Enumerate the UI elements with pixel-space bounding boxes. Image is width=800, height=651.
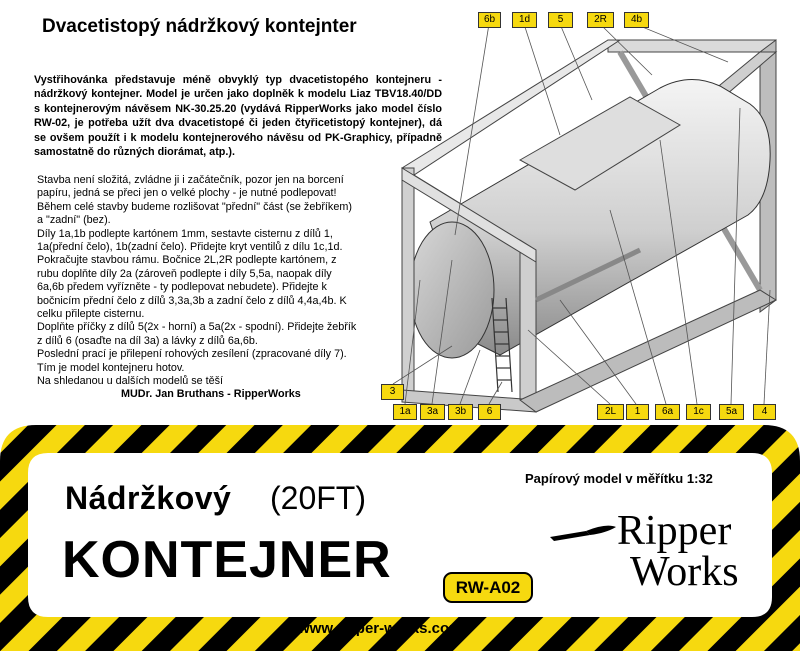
model-code-badge: RW-A02 bbox=[443, 572, 533, 603]
instruction-line: z dílů 6 (osaďte na díl 3a) a lávky z dílů 6a,6b. bbox=[37, 334, 258, 347]
part-label-3a: 3a bbox=[420, 404, 445, 420]
instruction-line: a "zadní" (bez). bbox=[37, 214, 111, 227]
instruction-line: rubu doplňte díly 2a (zároveň podlepte i díly 5,5a, naopak díly bbox=[37, 267, 332, 280]
part-label-6a: 6a bbox=[655, 404, 680, 420]
instruction-line: Poslední prací je přilepení rohových zesílení (zpracované díly 7). bbox=[37, 348, 347, 361]
part-label-3: 3 bbox=[381, 384, 404, 400]
banner-title-line1: Nádržkový bbox=[65, 480, 232, 516]
page-title: Dvacetistopý nádržkový kontejnter bbox=[42, 16, 357, 37]
instruction-line: Díly 1a,1b podlepte kartónem 1mm, sestavte cisternu z dílů 1, bbox=[37, 227, 333, 240]
instruction-line: papíru, jedná se přeci jen o velké plochy - je nutné podlepovat! bbox=[37, 187, 337, 200]
instruction-line: Doplňte příčky z dílů 5(2x - horní) a 5a(2x - spodní). Přidejte žebřík bbox=[37, 321, 357, 334]
instruction-line: Na shledanou u dalších modelů se těší bbox=[37, 375, 224, 388]
part-label-1c: 1c bbox=[686, 404, 711, 420]
instruction-line: Během celé stavby budeme rozlišovat "přední" část (se žebříkem) bbox=[37, 200, 352, 213]
instruction-line: 6a,6b předem vyřízněte - ty podlepovat nebudete). Přidejte k bbox=[37, 281, 327, 294]
instruction-line: Tím je model kontejneru hotov. bbox=[37, 361, 185, 374]
banner-title-line2: KONTEJNER bbox=[62, 531, 392, 589]
website-url[interactable]: www.ripper-works.com bbox=[298, 620, 463, 637]
intro-paragraph: Vystřihovánka představuje méně obvyklý typ dvacetistopého kontejneru - nádržkový kontejner. Model je určen jako doplněk k modelu Liaz TBV18.40/DD s kontejnerovým návěsem NK-30.25.20 (vydává RipperWorks jako model číslo RW-02, je potřeba užít dva dvacetistopé či jeden čtyřicetistopý kontejner), dá se ovšem použít i k modelu kontejnerového návěsu od PK-Graphicy, případně samostatně do různých diorámat, atp.). bbox=[34, 74, 442, 159]
part-label-2L: 2L bbox=[597, 404, 624, 420]
part-label-6b: 6b bbox=[478, 12, 501, 28]
instruction-line: celku přilepte cisternu. bbox=[37, 308, 145, 321]
part-label-4: 4 bbox=[753, 404, 776, 420]
scalpel-icon bbox=[548, 519, 618, 547]
part-label-6: 6 bbox=[478, 404, 501, 420]
part-label-1d: 1d bbox=[512, 12, 537, 28]
part-label-1a: 1a bbox=[393, 404, 417, 420]
part-label-5a: 5a bbox=[719, 404, 744, 420]
banner-title-size: (20FT) bbox=[270, 480, 366, 516]
part-label-1: 1 bbox=[626, 404, 649, 420]
part-label-5: 5 bbox=[548, 12, 573, 28]
signature: MUDr. Jan Bruthans - RipperWorks bbox=[121, 388, 301, 400]
part-label-2R: 2R bbox=[587, 12, 614, 28]
instruction-line: Stavba není složitá, zvládne ji i začátečník, pozor jen na borcení bbox=[37, 174, 344, 186]
part-label-3b: 3b bbox=[448, 404, 473, 420]
instruction-line: 1a(přední čelo), 1b(zadní čelo). Přidejte kryt ventilů z dílu 1c,1d. bbox=[37, 241, 343, 254]
instruction-line: Pokračujte stavbou rámu. Bočnice 2L,2R podlepte kartónem, z bbox=[37, 254, 337, 267]
instruction-line: bočnicím přední čelo z dílů 3,3a,3b a zadní čelo z dílů 4,4a,4b. K bbox=[37, 294, 347, 307]
logo-works: Works bbox=[630, 549, 739, 595]
logo-ripper: Ripper bbox=[617, 508, 732, 554]
part-label-4b: 4b bbox=[624, 12, 649, 28]
scale-text: Papírový model v měřítku 1:32 bbox=[525, 471, 713, 486]
